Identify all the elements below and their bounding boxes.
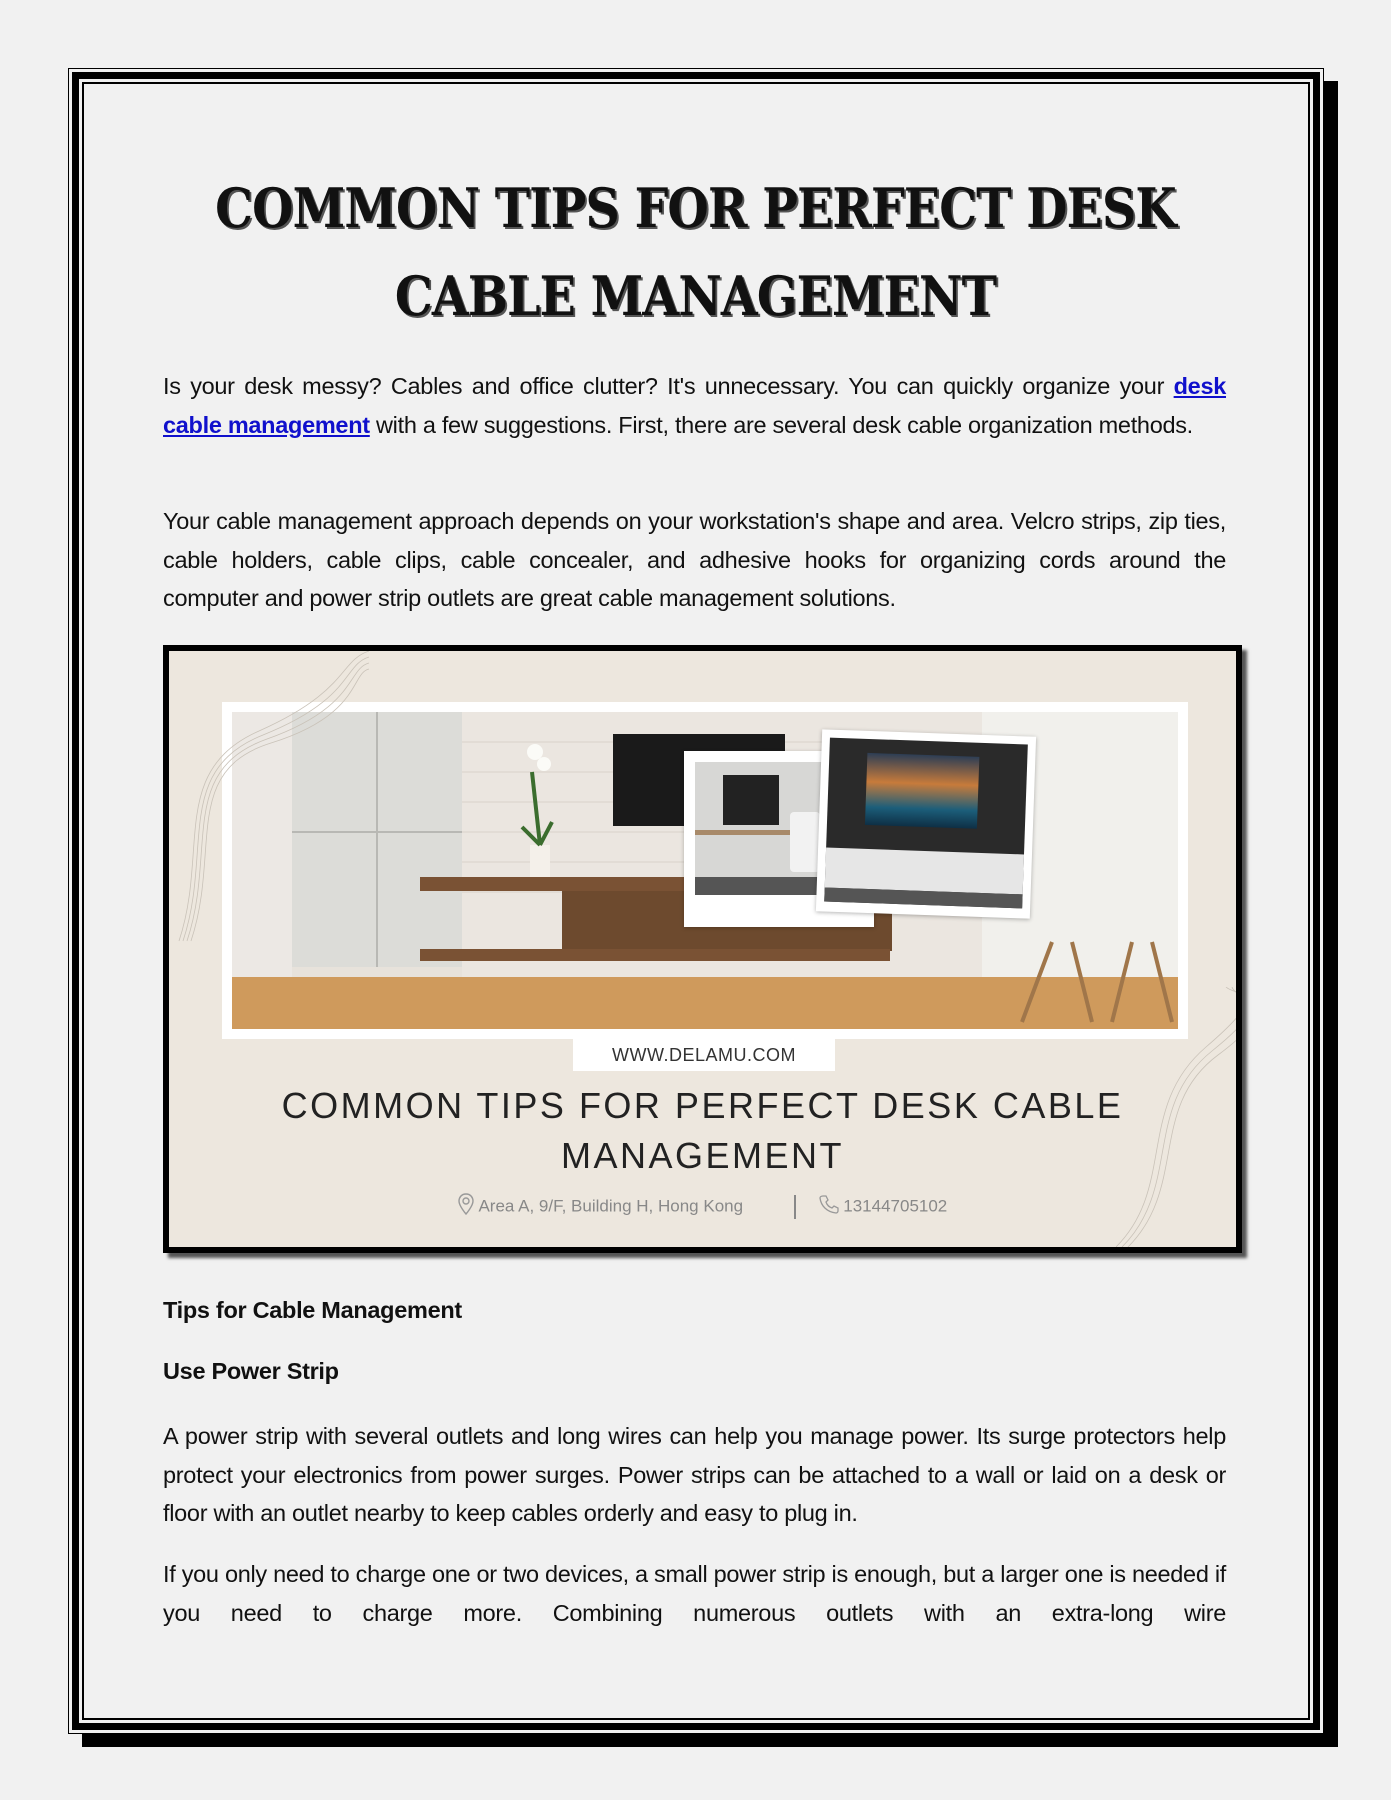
desk-cable-management-link[interactable]: desk cable management <box>163 373 1226 438</box>
intro-text-after: with a few suggestions. First, there are several desk cable organization methods. <box>369 411 1193 438</box>
title-line-1: COMMON TIPS FOR PERFECT DESK <box>215 176 1176 240</box>
banner-title-line-1: COMMON TIPS FOR PERFECT DESK CABLE <box>281 1085 1124 1126</box>
banner-title <box>169 1081 1236 1181</box>
phone-icon <box>819 1199 844 1218</box>
contact-info <box>169 1193 1236 1220</box>
paragraph-approach: Your cable management approach depends on your workstation's shape and area. Velcro strips, zip ties, cable holders, cable clips, cable concealer, and adhesive hooks for organizing cords around the computer and power strip outlets are great cable management solutions. <box>163 508 1226 611</box>
contact-separator <box>794 1195 796 1219</box>
section-heading: Tips for Cable Management <box>163 1297 462 1323</box>
intro-paragraph <box>163 367 1226 444</box>
location-pin-icon <box>458 1200 479 1219</box>
intro-text-before: Is your desk messy? Cables and office clutter? It's unnecessary. You can quickly organize your <box>163 373 1174 399</box>
title-line-2: CABLE MANAGEMENT <box>394 264 997 328</box>
paragraph-power-strip: A power strip with several outlets and long wires can help you manage power. Its surge protectors help protect your electronics from power surges. Power strips can be attached to a wall or laid on a desk or floor with an outlet nearby to keep cables orderly and easy to plug in. <box>163 1423 1226 1526</box>
decorative-wave-top-left <box>169 651 369 951</box>
banner-image <box>163 645 1242 1253</box>
paragraph-charging: If you only need to charge one or two devices, a small power strip is enough, but a larger one is needed if you need to charge more. Combining numerous outlets with an extra-long wire <box>163 1561 1226 1626</box>
phone-number: 13144705102 <box>843 1196 948 1216</box>
banner-title-line-2: MANAGEMENT <box>560 1135 844 1176</box>
website-label: WWW.DELAMU.COM <box>573 1039 835 1071</box>
document-title <box>207 164 1185 340</box>
address-text: Area A, 9/F, Building H, Hong Kong <box>478 1196 744 1216</box>
subheading-power-strip: Use Power Strip <box>163 1358 339 1384</box>
polaroid-tv-photo <box>816 729 1036 918</box>
